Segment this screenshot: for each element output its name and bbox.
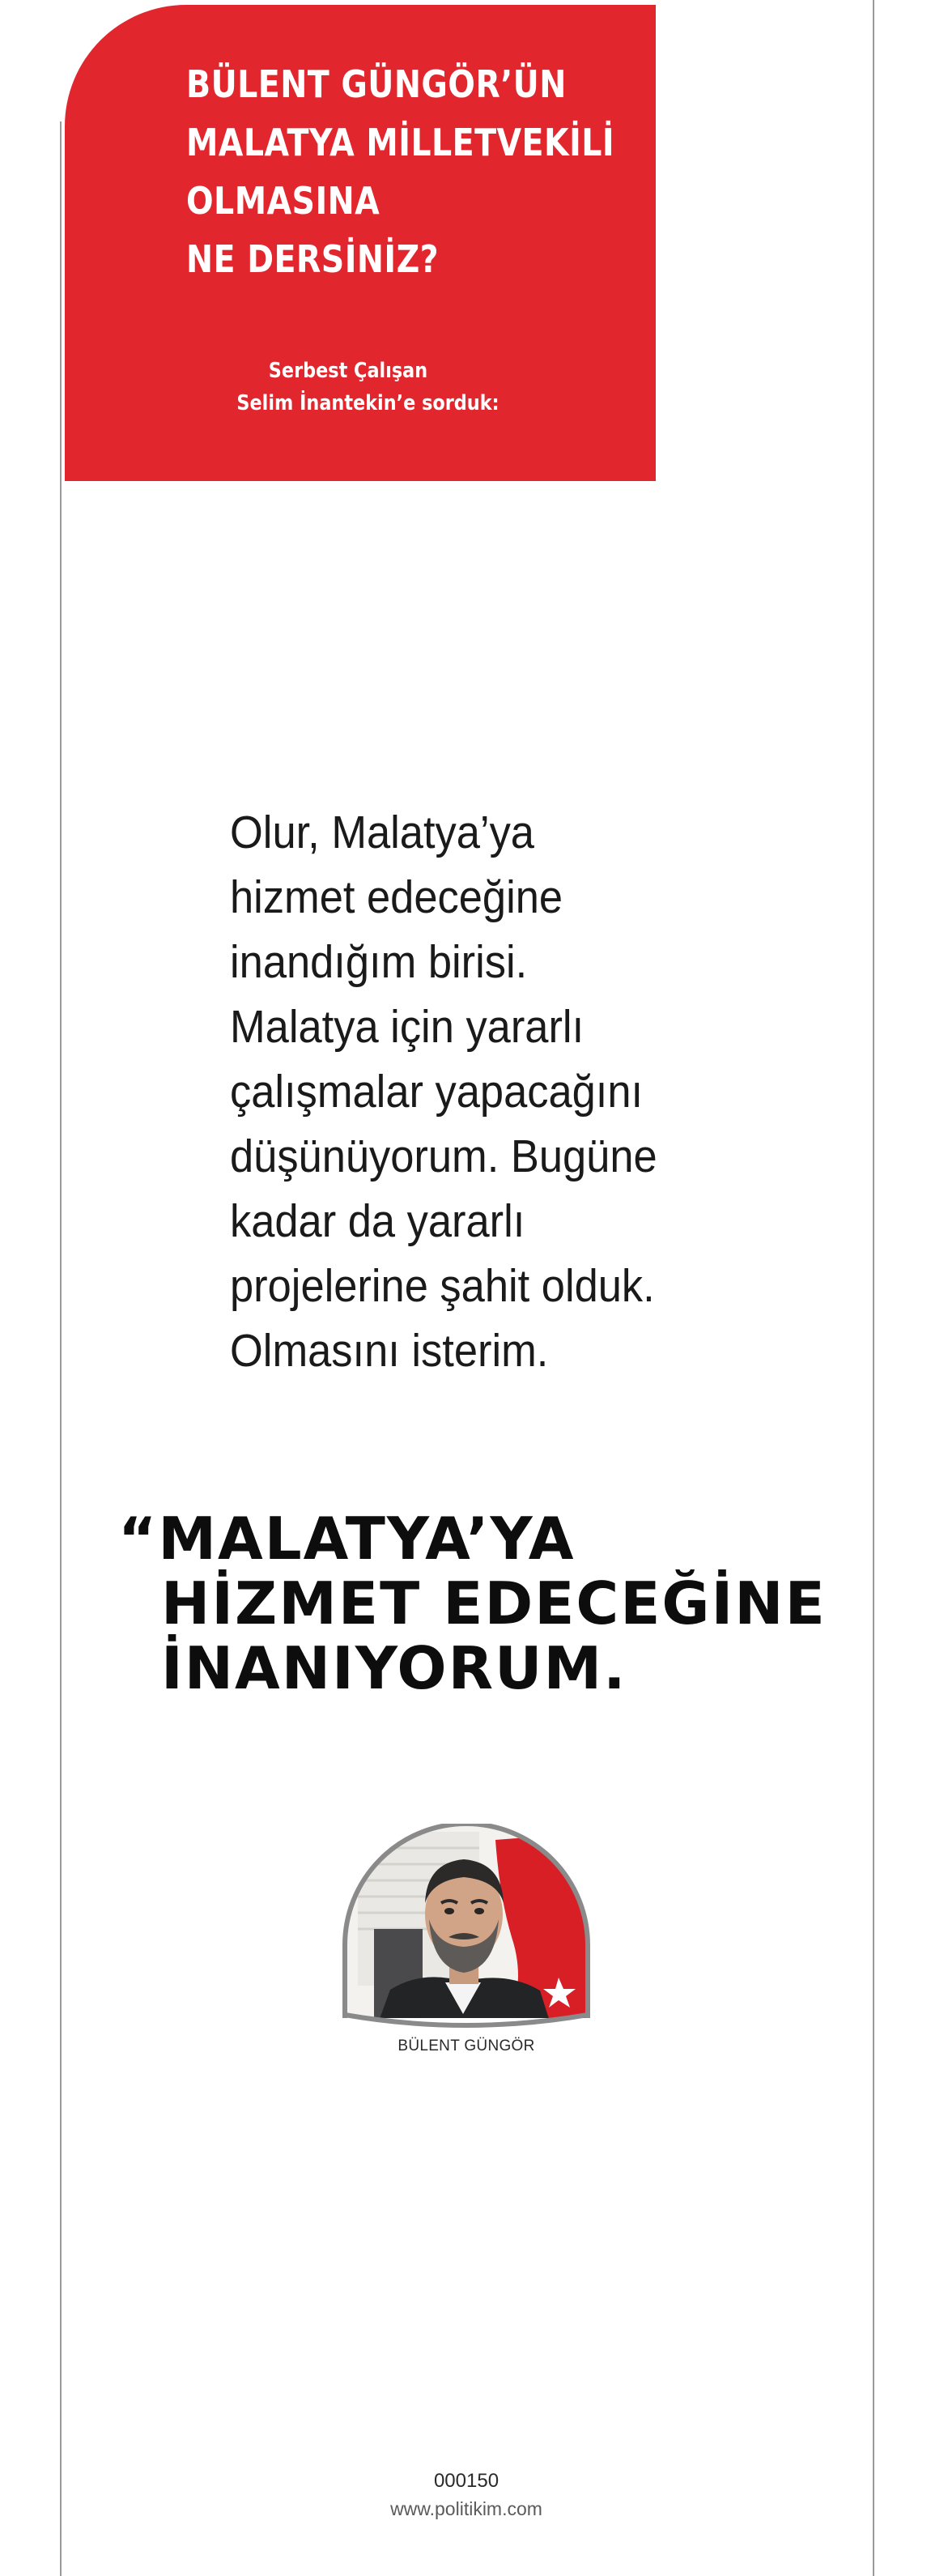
- answer-line: Olmasını isterim.: [230, 1325, 549, 1377]
- respondent-intro-line: Serbest Çalışan: [268, 359, 428, 383]
- question-title: [186, 55, 615, 288]
- answer-line: kadar da yararlı: [230, 1195, 525, 1247]
- pull-quote-line: İNANIYORUM.: [161, 1634, 627, 1702]
- respondent-intro-line: Selim İnantekin’e sorduk:: [236, 391, 500, 415]
- portrait-image: [342, 1824, 591, 2034]
- question-title-line: OLMASINA: [186, 179, 380, 223]
- answer-line: projelerine şahit olduk.: [230, 1260, 655, 1312]
- footer-code: 000150: [433, 2470, 500, 2492]
- right-column-rule: [873, 0, 874, 2576]
- respondent-intro: [236, 355, 500, 419]
- question-title-line: BÜLENT GÜNGÖR’ÜN: [186, 62, 567, 106]
- answer-line: hizmet edeceğine: [230, 871, 563, 923]
- pull-quote-line: “MALATYA’YA: [118, 1505, 576, 1573]
- footer-url[interactable]: www.politikim.com: [390, 2498, 542, 2519]
- photo-caption: BÜLENT GÜNGÖR: [397, 2037, 535, 2054]
- answer-paragraph: [230, 800, 691, 1383]
- pull-quote: [118, 1506, 847, 1701]
- left-column-rule: [60, 121, 62, 2576]
- answer-line: Olur, Malatya’ya: [230, 807, 534, 858]
- answer-line: inandığım birisi.: [230, 936, 528, 988]
- answer-line: Malatya için yararlı: [230, 1001, 585, 1053]
- answer-line: çalışmalar yapacağını: [230, 1066, 644, 1118]
- question-title-line: NE DERSİNİZ?: [186, 237, 440, 281]
- answer-line: düşünüyorum. Bugüne: [230, 1130, 657, 1182]
- question-title-line: MALATYA MİLLETVEKİLİ: [186, 121, 615, 164]
- pull-quote-line: HİZMET EDECEĞİNE: [161, 1569, 827, 1637]
- question-header-box: [65, 5, 656, 481]
- person-portrait-icon: [342, 1824, 591, 2034]
